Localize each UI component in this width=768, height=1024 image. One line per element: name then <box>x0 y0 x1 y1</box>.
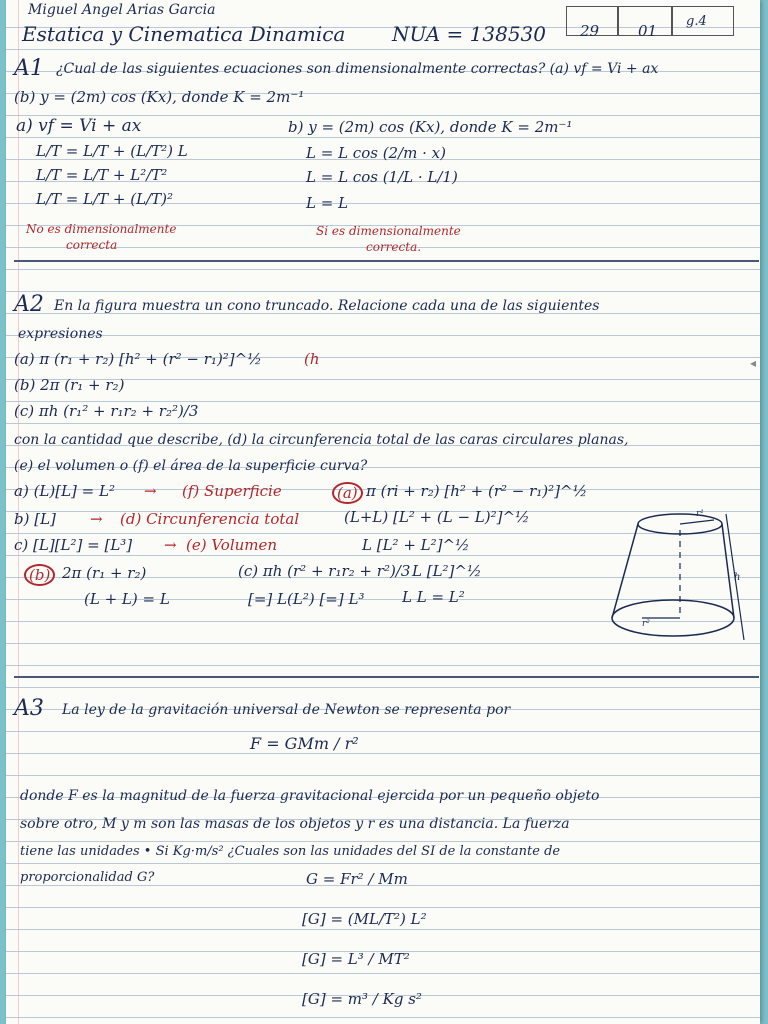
a2-work-c: (c) πh (r² + r₁r₂ + r²)/3 <box>238 562 411 580</box>
a1-part-a-step-3: L/T = L/T + (L/T)² <box>36 190 173 208</box>
a1-part-b-title: b) y = (2m) cos (Kx), donde K = 2m⁻¹ <box>288 118 573 136</box>
a2-work-c-result: [=] L(L²) [=] L³ <box>248 590 365 608</box>
a2-answer-a-expr: π (ri + r₂) [h² + (r² − r₁)²]^½ <box>366 482 588 500</box>
section-divider-1 <box>14 260 759 262</box>
a2-arrow-c: → <box>164 536 177 554</box>
a2-expression-a-note: (h <box>304 350 320 368</box>
a1-part-b-conclusion-2: correcta. <box>366 240 422 254</box>
a2-answer-a-quantity: (f) Superficie <box>182 482 282 500</box>
a2-expression-c: (c) πh (r₁² + r₁r₂ + r₂²)/3 <box>14 402 199 420</box>
a3-solution-step-3: [G] = L³ / MT² <box>302 950 410 968</box>
a3-paragraph-line-3: tiene las unidades • Si Kg·m/s² ¿Cuales son las unidades del SI de la constante de <box>20 844 561 859</box>
a2-answer-c-quantity: (e) Volumen <box>186 536 278 554</box>
a2-question-line-2: expresiones <box>18 326 103 342</box>
notebook-page <box>6 0 760 1024</box>
cone-label-r2: r² <box>642 619 650 629</box>
a2-work-c-right: L [L²]^½ <box>412 562 482 580</box>
a1-question-line-1: ¿Cual de las siguientes ecuaciones son dimensionalmente correctas? (a) vf = Vi + ax <box>56 61 659 77</box>
date-day: 29 <box>580 22 600 40</box>
a2-question-line-1: En la figura muestra un cono truncado. Relacione cada una de las siguientes <box>54 298 600 314</box>
a3-paragraph-line-4: proporcionalidad G? <box>20 870 155 885</box>
section-number: g.4 <box>686 14 707 29</box>
a3-solution-step-4: [G] = m³ / Kg s² <box>302 990 422 1008</box>
a3-label: A3 <box>14 696 44 721</box>
a2-expression-b: (b) 2π (r₁ + r₂) <box>14 376 125 394</box>
a2-answer-c-expr: L [L² + L²]^½ <box>362 536 470 554</box>
a1-part-a-conclusion-1: No es dimensionalmente <box>26 222 177 236</box>
a2-answer-a: a) (L)[L] = L² <box>14 482 115 500</box>
a3-paragraph-line-1: donde F es la magnitud de la fuerza gravitacional ejercida por un pequeño objeto <box>20 788 600 804</box>
a1-part-b-step-2: L = L cos (1/L · L/1) <box>306 168 458 186</box>
cone-label-r1: r¹ <box>696 509 704 519</box>
student-id: NUA = 138530 <box>392 22 547 46</box>
a2-label: A2 <box>14 292 44 317</box>
a2-answer-a-expr-label: (a) <box>332 482 363 504</box>
course-title: Estatica y Cinematica Dinamica <box>22 22 346 46</box>
a1-part-a-step-2: L/T = L/T + L²/T² <box>36 166 168 184</box>
a2-work-b: 2π (r₁ + r₂) <box>62 564 147 582</box>
a3-solution-step-2: [G] = (ML/T²) L² <box>302 910 427 928</box>
a2-expression-a: (a) π (r₁ + r₂) [h² + (r² − r₁)²]^½ <box>14 350 262 368</box>
section-divider-2 <box>14 676 759 678</box>
a1-part-b-conclusion-1: Si es dimensionalmente <box>316 224 461 238</box>
a2-answer-b: b) [L] <box>14 510 56 528</box>
a2-arrow-b: → <box>90 510 103 528</box>
a2-arrow-a: → <box>144 482 157 500</box>
a2-answer-c: c) [L][L²] = [L³] <box>14 536 133 554</box>
a2-question-line-3: con la cantidad que describe, (d) la circunferencia total de las caras circulares planas, <box>14 432 629 448</box>
a1-question-line-2: (b) y = (2m) cos (Kx), donde K = 2m⁻¹ <box>14 88 305 106</box>
truncated-cone-figure <box>602 500 752 650</box>
a3-formula: F = GMm / r² <box>250 734 359 753</box>
page-edge-arrow-icon: ◂ <box>749 356 756 370</box>
a1-part-b-step-1: L = L cos (2/m · x) <box>306 144 446 162</box>
cone-top-radius <box>680 520 714 524</box>
a1-part-a-conclusion-2: correcta <box>66 238 118 252</box>
date-month: 01 <box>638 22 658 40</box>
a2-answer-b-quantity: (d) Circunferencia total <box>120 510 300 528</box>
a3-paragraph-line-2: sobre otro, M y m son las masas de los objetos y r es una distancia. La fuerza <box>20 816 570 832</box>
a3-question-line-1: La ley de la gravitación universal de Newton se representa por <box>62 702 511 718</box>
a2-work-b-label: (b) <box>24 564 55 586</box>
cone-label-h: h <box>734 572 741 583</box>
student-name: Miguel Angel Arias Garcia <box>28 2 216 18</box>
a1-part-a-step-1: L/T = L/T + (L/T²) L <box>36 142 188 160</box>
cone-right-side <box>722 524 734 618</box>
a2-work-c-result-right: L L = L² <box>402 588 465 606</box>
a2-answer-b-expr: (L+L) [L² + (L − L)²]^½ <box>344 508 530 526</box>
a2-work-b-result: (L + L) = L <box>84 590 170 608</box>
a3-solution-step-1: G = Fr² / Mm <box>306 870 408 888</box>
a1-part-a-title: a) vf = Vi + ax <box>16 116 142 136</box>
a2-question-line-4: (e) el volumen o (f) el área de la superficie curva? <box>14 458 368 474</box>
a1-label: A1 <box>14 56 44 81</box>
a1-part-b-step-3: L = L <box>306 194 349 212</box>
